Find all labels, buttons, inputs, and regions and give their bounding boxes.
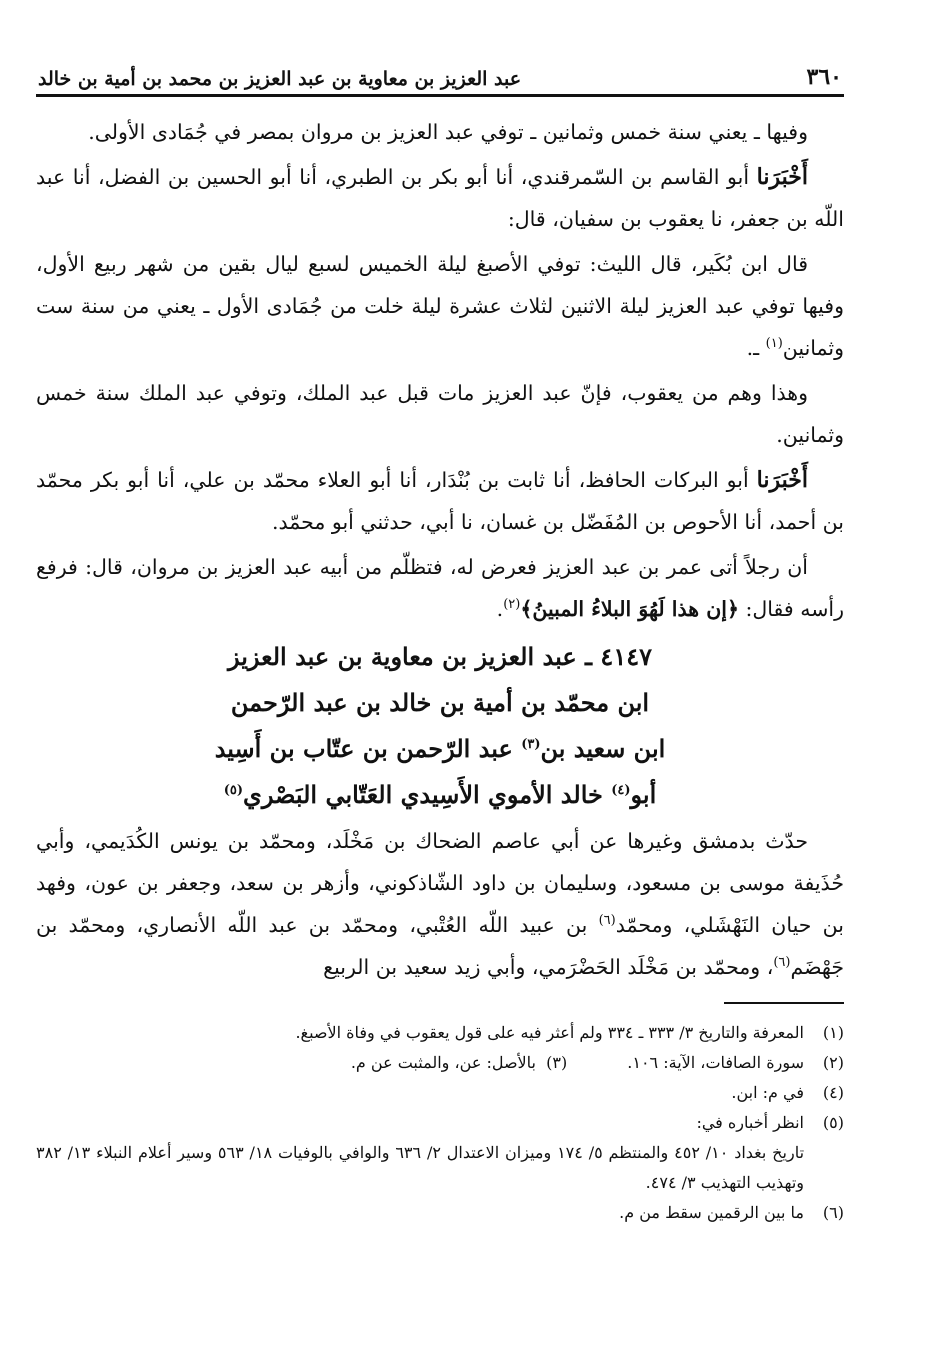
footnote-ref-5[interactable]: (٥) — [223, 783, 244, 798]
biography-heading — [36, 634, 844, 818]
paragraph-1: وفيها ـ يعني سنة خمس وثمانين ـ توفي عبد العزيز بن مروان بمصر في جُمَادى الأولى. — [88, 120, 808, 144]
footnote-text: سورة الصافات، الآية: ١٠٦. — [627, 1053, 804, 1072]
footnote-text: تاريخ بغداد ١٠/ ٤٥٢ والمنتظم ٥/ ١٧٤ وميزان الاعتدال ٢/ ٦٣٦ والوافي بالوفيات ١٨/ ٥٦٣ وسير أعلام النبلاء ١٣/ ٣٨٢ وتهذيب التهذيب ٣/ ٤٧٤. — [36, 1143, 805, 1192]
footnote — [36, 1048, 844, 1078]
paragraph-5 — [36, 459, 844, 543]
footnote-ref-3[interactable]: (٣) — [521, 737, 541, 752]
footnote-divider — [724, 1002, 844, 1004]
footnote — [36, 1198, 844, 1228]
heading-line-4-b: خالد الأموي الأَسِيدي العَتّابي البَصْري — [243, 780, 612, 809]
footnote-text-pair — [36, 1048, 804, 1078]
footnote-number — [804, 1138, 844, 1198]
paragraph-6-end: . — [496, 597, 504, 621]
paragraph-3-end: ـ. — [746, 336, 766, 360]
footnote — [36, 1078, 844, 1108]
footnote-number: (١) — [822, 1023, 844, 1042]
footnote-ref-4[interactable]: (٤) — [611, 783, 631, 798]
heading-line-1: ٤١٤٧ ـ عبد العزيز بن معاوية بن عبد العزيز — [228, 642, 652, 671]
footnote-number: (٦) — [822, 1203, 844, 1222]
paragraph-4: وهذا وهم من يعقوب، فإنّ عبد العزيز مات قبل عبد الملك، وتوفي عبد الملك سنة خمس وثمانين. — [36, 381, 844, 447]
book-page — [36, 52, 844, 1228]
footnote-number: (٥) — [822, 1113, 844, 1132]
paragraph-2 — [36, 156, 844, 240]
footnote-continuation — [36, 1138, 844, 1198]
heading-line-4 — [36, 772, 844, 818]
running-head: عبد العزيز بن معاوية بن عبد العزيز بن محمد بن أمية بن خالد — [38, 68, 522, 90]
footnote-text: المعرفة والتاريخ ٣/ ٣٣٣ ـ ٣٣٤ ولم أعثر فيه على قول يعقوب في وفاة الأصبغ. — [295, 1023, 804, 1042]
heading-line-3-b: عبد الرّحمن بن عتّاب بن أَسِيد — [214, 734, 522, 763]
isnad-lead-word: أَخْبَرَنا — [756, 467, 808, 493]
footnote — [36, 1108, 844, 1138]
paragraph-6 — [36, 546, 844, 630]
footnote-inline — [351, 1048, 567, 1078]
page-number: ٣٦٠ — [806, 64, 842, 90]
footnote-number: (٢) — [822, 1053, 844, 1072]
footnote-ref-1[interactable]: (١) — [765, 336, 783, 352]
heading-line-3 — [36, 726, 844, 772]
page-header — [36, 52, 844, 97]
paragraph-7-c: ، ومحمّد بن مَخْلَد الحَضْرَمي، وأبي زيد سعيد بن الربيع — [323, 955, 774, 979]
paragraph-5-text: أبو البركات الحافظ، أنا ثابت بن بُنْدَار، أنا أبو العلاء محمّد بن علي، أنا أبو بكر محمّد بن أحمد، أنا الأحوص بن المُفَضّل بن غسان، نا أبي، حدثني أبو محمّد. — [36, 468, 844, 534]
footnotes — [36, 1018, 844, 1228]
footnote-ref-6[interactable]: (٦) — [598, 913, 616, 929]
heading-line-3-a: ابن سعيد بن — [540, 734, 666, 763]
footnote-text: انظر أخباره في: — [696, 1113, 804, 1132]
heading-line-2: ابن محمّد بن أمية بن خالد بن عبد الرّحمن — [230, 688, 650, 717]
paragraph-6-text: أن رجلاً أتى عمر بن عبد العزيز فعرض له، فتظلّم من أبيه عبد العزيز بن مروان، قال: فرفع رأسه فقال: — [36, 555, 844, 621]
footnote-number: (٣) — [546, 1053, 568, 1072]
footnote-number: (٤) — [822, 1083, 844, 1102]
main-text — [36, 111, 844, 988]
footnote-ref-2[interactable]: (٢) — [503, 597, 521, 613]
footnote-text: في م: ابن. — [731, 1083, 804, 1102]
isnad-lead-word: أَخْبَرَنا — [756, 164, 808, 190]
paragraph-3 — [36, 243, 844, 369]
footnote-text: ما بين الرقمين سقط من م. — [619, 1203, 804, 1222]
paragraph-7-b: بن عبيد اللّه العُتْبي، ومحمّد بن عبد اللّه الأنصاري، ومحمّد بن جَهْضَم — [36, 913, 844, 979]
paragraph-2-text: أبو القاسم بن السّمرقندي، أنا أبو بكر بن الطبري، أنا أبو الحسين بن الفضل، أنا عبد اللّه بن جعفر، نا يعقوب بن سفيان، قال: — [36, 165, 844, 231]
paragraph-7 — [36, 820, 844, 988]
heading-line-4-a: أبو — [630, 780, 657, 809]
quran-quote: ﴿إن هذا لَهُوَ البلاءُ المبينُ﴾ — [520, 597, 739, 621]
paragraph-3-text: قال ابن بُكَير، قال الليث: توفي الأصبغ ليلة الخميس لسبع ليال بقين من شهر ربيع الأول، وفيها توفي عبد العزيز ليلة الاثنين لثلاث عشرة ليلة خلت من جُمَادى الأول ـ يعني من سنة ست وثمانين — [36, 252, 844, 360]
paragraph-7-a: حدّث بدمشق وغيرها عن أبي عاصم الضحاك بن مَخْلَد، ومحمّد بن يونس الكُدَيمي، وأبي حُذَيفة موسى بن مسعود، وسليمان بن داود الشّاذكوني، وأزهر بن سعد، وجعفر بن عون، وفهد بن حيان النَهْشَلي، ومحمّد — [36, 829, 844, 937]
footnote — [36, 1018, 844, 1048]
footnote-text: بالأصل: عن، والمثبت عن م. — [350, 1053, 536, 1072]
footnote-ref-6b[interactable]: (٦) — [773, 955, 791, 971]
